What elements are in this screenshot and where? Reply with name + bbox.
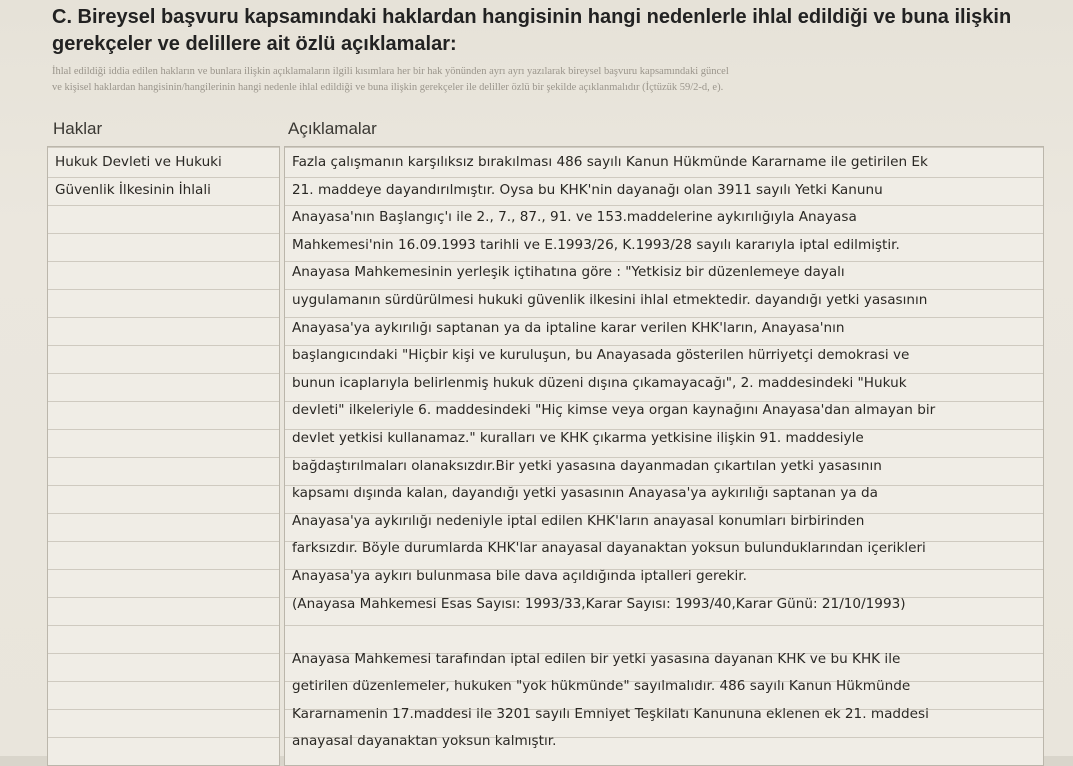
explanation-line: anayasal dayanaktan yoksun kalmıştır. xyxy=(292,733,557,750)
explanation-line: Mahkemesi'nin 16.09.1993 tarihli ve E.1993/26, K.1993/28 sayılı kararıyla iptal edilmiştir. xyxy=(292,236,900,253)
explanation-line: bunun icaplarıyla belirlenmiş hukuk düzeni dışına çıkamayacağı", 2. maddesindeki "Hukuk xyxy=(292,374,907,391)
right-name xyxy=(55,149,275,204)
explanation-line: uygulamanın sürdürülmesi hukuki güvenlik ilkesini ihlal etmektedir. dayandığı yetki yasasının xyxy=(292,291,928,308)
explanation-line: devleti" ilkeleriyle 6. maddesindeki "Hiç kimse veya organ kaynağını Anayasa'dan almayan bir xyxy=(292,402,936,419)
right-name-line-2: Güvenlik İlkesinin İhlali xyxy=(55,181,211,198)
explanation-line: Anayasa Mahkemesi tarafından iptal edilen bir yetki yasasına dayanan KHK ve bu KHK ile xyxy=(292,650,901,667)
explanation-line: farksızdır. Böyle durumlarda KHK'lar anayasal dayanaktan yoksun bulunduklarından içerikleri xyxy=(292,540,926,557)
section-instructions xyxy=(52,64,1042,96)
explanation-line: devlet yetkisi kullanamaz." kuralları ve KHK çıkarma yetkisine ilişkin 91. maddesiyle xyxy=(292,429,864,446)
instructions-line-1: İhlal edildiği iddia edilen hakların ve bunlara ilişkin açıklamaların ilgili kısımlara her bir hak yönünden ayrı ayrı yazılarak bireysel başvuru kapsamındaki güncel xyxy=(52,66,729,77)
section-title-line-2: gerekçeler ve delillere ait özlü açıklamalar: xyxy=(52,33,457,55)
rights-column-header: Haklar xyxy=(53,119,103,138)
rights-field[interactable] xyxy=(47,146,280,766)
explanation-line: bağdaştırılmaları olanaksızdır.Bir yetki yasasına dayanmadan çıkartılan yetki yasasının xyxy=(292,457,882,474)
paragraph-gap xyxy=(292,618,1042,646)
explanations-column-header: Açıklamalar xyxy=(288,119,377,138)
right-name-line-1: Hukuk Devleti ve Hukuki xyxy=(55,154,222,170)
explanation-text xyxy=(292,149,1042,756)
explanation-line: Anayasa'ya aykırılığı saptanan ya da iptaline karar verilen KHK'ların, Anayasa'nın xyxy=(292,319,845,336)
section-title xyxy=(52,4,1032,58)
explanation-line: Anayasa'ya aykırılığı nedeniyle iptal edilen KHK'ların anayasal konumları birbirinden xyxy=(292,512,865,529)
explanation-line: 21. maddeye dayandırılmıştır. Oysa bu KHK'nin dayanağı olan 3911 sayılı Yetki Kanunu xyxy=(292,181,883,198)
explanation-line: kapsamı dışında kalan, dayandığı yetki yasasının Anayasa'ya aykırılığı saptanan ya da xyxy=(292,485,878,502)
explanation-line: Anayasa'nın Başlangıç'ı ile 2., 7., 87., 91. ve 153.maddelerine aykırılığıyla Anayasa xyxy=(292,209,857,226)
explanation-line: Kararnamenin 17.maddesi ile 3201 sayılı Emniyet Teşkilatı Kanununa eklenen ek 21. maddesi xyxy=(292,705,929,722)
explanation-line: Anayasa Mahkemesinin yerleşik içtihatına göre : "Yetkisiz bir düzenlemeye dayalı xyxy=(292,264,845,281)
explanation-line: Anayasa'ya aykırı bulunmasa bile dava açıldığında iptalleri gerekir. xyxy=(292,567,747,584)
explanation-line: Fazla çalışmanın karşılıksız bırakılması 486 sayılı Kanun Hükmünde Kararname ile getirilen Ek xyxy=(292,154,928,170)
explanation-line: başlangıcındaki "Hiçbir kişi ve kuruluşun, bu Anayasada gösterilen hürriyetçi demokrasi ve xyxy=(292,347,910,364)
instructions-line-2: ve kişisel haklardan hangisinin/hangilerinin hangi nedenle ihlal edildiği ve buna ilişkin gerekçeler ile deliller özlü bir şekilde açıklanmalıdır (İçtüzük 59/2-d, e). xyxy=(52,82,724,93)
section-title-line-1: C. Bireysel başvuru kapsamındaki haklardan hangisinin hangi nedenlerle ihlal edildiği ve buna ilişkin xyxy=(52,6,1012,28)
explanation-line: (Anayasa Mahkemesi Esas Sayısı: 1993/33,Karar Sayısı: 1993/40,Karar Günü: 21/10/1993) xyxy=(292,595,906,612)
explanation-line: getirilen düzenlemeler, hukuken "yok hükmünde" sayılmalıdır. 486 sayılı Kanun Hükmünde xyxy=(292,678,911,695)
